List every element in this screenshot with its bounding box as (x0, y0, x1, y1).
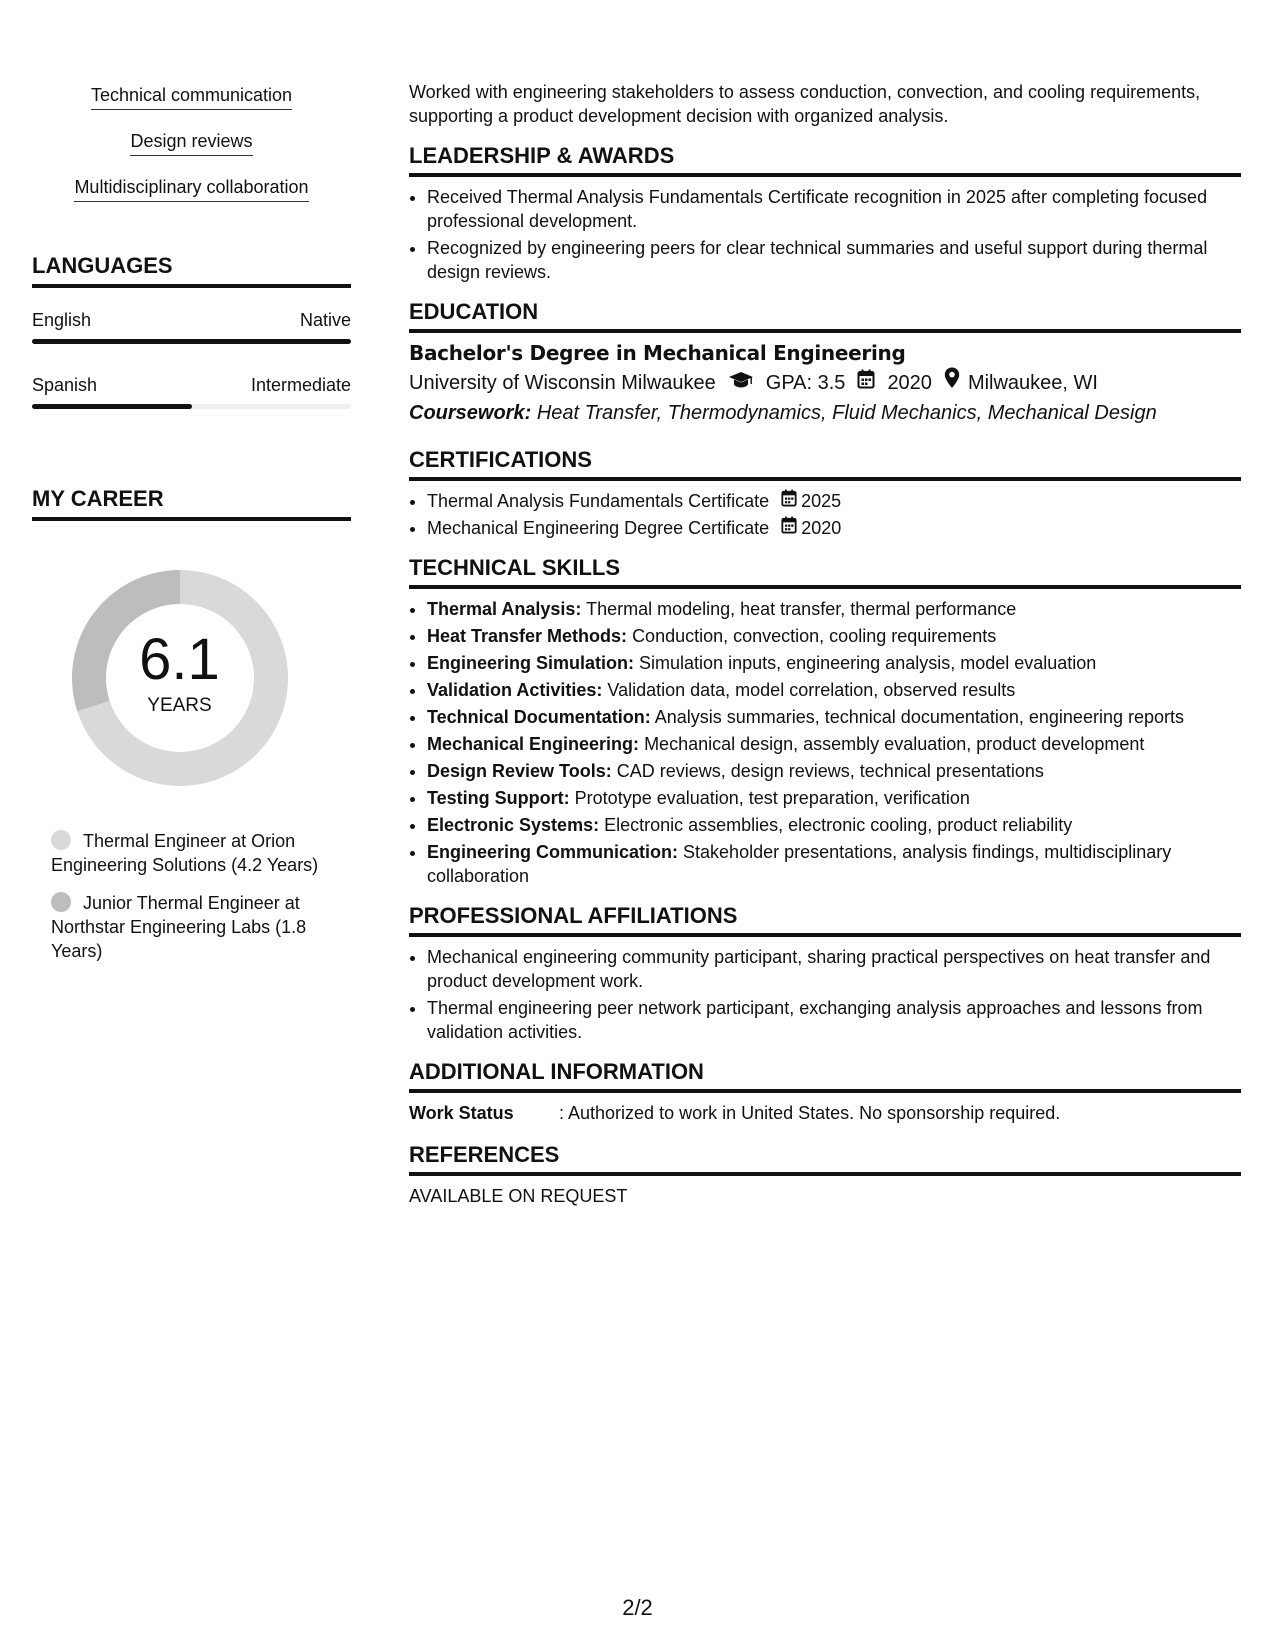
education-title: EDUCATION (409, 298, 1241, 333)
calendar-icon (857, 368, 875, 398)
language-bar-fill (32, 339, 351, 344)
list-item (427, 651, 1241, 675)
list-item (427, 516, 1241, 540)
calendar-icon (781, 516, 797, 540)
career-years-unit: YEARS (147, 695, 212, 716)
list-item (427, 813, 1241, 837)
skill-tag: Technical communication (91, 84, 292, 110)
language-bar (32, 339, 351, 344)
skill-label: Testing Support: (427, 788, 570, 808)
technical-skills-list (409, 597, 1241, 888)
education-coursework (409, 398, 1241, 428)
language-name: Spanish (32, 375, 98, 395)
career-legend-label: Thermal Engineer at Orion Engineering Solutions (4.2 Years) (51, 831, 319, 875)
career-donut-chart (65, 563, 295, 793)
skill-label: Mechanical Engineering: (427, 734, 640, 754)
list-item (427, 732, 1241, 756)
calendar-icon (781, 489, 797, 513)
additional-info-title: ADDITIONAL INFORMATION (409, 1058, 1241, 1093)
skill-label: Electronic Systems: (427, 815, 600, 835)
skill-label: Engineering Communication: (427, 842, 679, 862)
skill-text: Conduction, convection, cooling requirements (632, 626, 997, 646)
certification-name: • Thermal Analysis Fundamentals Certificate (427, 491, 770, 511)
certification-year: 2020 (801, 518, 842, 538)
list-item: • Received Thermal Analysis Fundamentals Certificate recognition in 2025 after completing focused professional development. (427, 185, 1241, 233)
list-item (427, 678, 1241, 702)
language-bar-fill (32, 404, 192, 409)
skill-label: Engineering Simulation: (427, 653, 635, 673)
list-item (427, 840, 1241, 888)
skill-tag: Multidisciplinary collaboration (74, 176, 308, 202)
education-location: Milwaukee, WI (967, 371, 1098, 394)
list-item (427, 786, 1241, 810)
skill-text: Electronic assemblies, electronic cooling, product reliability (604, 815, 1073, 835)
skill-tags (32, 84, 351, 222)
skill-tag: Design reviews (130, 130, 252, 156)
references-text: AVAILABLE ON REQUEST (409, 1186, 628, 1206)
skill-text: CAD reviews, design reviews, technical presentations (616, 761, 1044, 781)
list-item (427, 759, 1241, 783)
legend-dot-icon (51, 892, 71, 912)
certifications-list (409, 489, 1241, 540)
work-status-value: : Authorized to work in United States. No sponsorship required. (559, 1103, 1061, 1123)
technical-skills-title: TECHNICAL SKILLS (409, 554, 1241, 589)
work-status-row (409, 1101, 1241, 1125)
leadership-title: LEADERSHIP & AWARDS (409, 142, 1241, 177)
references-title: REFERENCES (409, 1141, 1241, 1176)
intro-text: Worked with engineering stakeholders to assess conduction, convection, and cooling requirements, supporting a product development decision with organized analysis. (409, 82, 1201, 126)
legend-dot-icon (51, 830, 71, 850)
education-school: University of Wisconsin Milwaukee (409, 371, 716, 394)
affiliations-title: PROFESSIONAL AFFILIATIONS (409, 902, 1241, 937)
career-legend-label: Junior Thermal Engineer at Northstar Engineering Labs (1.8 Years) (51, 893, 307, 961)
education-year: 2020 (887, 371, 932, 394)
certification-name: • Mechanical Engineering Degree Certificate (427, 518, 770, 538)
skill-text: Mechanical design, assembly evaluation, product development (644, 734, 1145, 754)
coursework-label: Coursework: (409, 402, 532, 424)
skill-text: Stakeholder presentations, analysis findings, multidisciplinary collaboration (427, 842, 1172, 886)
list-item: • Mechanical engineering community participant, sharing practical perspectives on heat transfer and product development work. (427, 945, 1241, 993)
career-legend-item (51, 829, 321, 877)
education-entry (409, 339, 1241, 428)
language-level: Intermediate (250, 375, 351, 395)
language-item (32, 374, 351, 409)
language-item (32, 309, 351, 344)
list-item (427, 624, 1241, 648)
skill-text: Simulation inputs, engineering analysis, model evaluation (639, 653, 1097, 673)
list-item: • Recognized by engineering peers for clear technical summaries and useful support during thermal design reviews. (427, 236, 1241, 284)
certifications-title: CERTIFICATIONS (409, 446, 1241, 481)
affiliations-list (409, 945, 1241, 1044)
list-item (427, 489, 1241, 513)
career-legend (32, 829, 351, 963)
skill-text: Prototype evaluation, test preparation, verification (574, 788, 970, 808)
career-total-years: 6.1 (139, 627, 220, 692)
skill-text: Thermal modeling, heat transfer, thermal performance (586, 599, 1017, 619)
graduation-cap-icon (728, 368, 754, 398)
list-item (427, 705, 1241, 729)
leadership-list (409, 185, 1241, 284)
skill-label: Technical Documentation: (427, 707, 651, 727)
coursework-text: Heat Transfer, Thermodynamics, Fluid Mechanics, Mechanical Design (536, 402, 1157, 424)
list-item (427, 597, 1241, 621)
language-name: English (32, 310, 92, 330)
languages-heading: LANGUAGES (32, 252, 351, 288)
education-degree: Bachelor's Degree in Mechanical Engineering (409, 341, 906, 365)
skill-label: Validation Activities: (427, 680, 603, 700)
work-status-key: Work Status (409, 1103, 514, 1123)
education-meta (409, 367, 1241, 398)
skill-label: Design Review Tools: (427, 761, 612, 781)
page-number: 2/2 (622, 1595, 653, 1620)
right-column (409, 80, 1241, 1208)
language-level: Native (299, 310, 351, 330)
certification-year: 2025 (801, 491, 842, 511)
skill-text: Validation data, model correlation, observed results (607, 680, 1016, 700)
language-bar (32, 404, 351, 409)
career-heading: MY CAREER (32, 485, 351, 521)
education-gpa: GPA: 3.5 (765, 371, 846, 394)
skill-label: Heat Transfer Methods: (427, 626, 628, 646)
skill-label: Thermal Analysis: (427, 599, 582, 619)
left-column (32, 84, 351, 977)
career-legend-item (51, 891, 321, 963)
list-item: • Thermal engineering peer network participant, exchanging analysis approaches and lessons from validation activities. (427, 996, 1241, 1044)
location-pin-icon (944, 367, 960, 398)
skill-text: Analysis summaries, technical documentation, engineering reports (654, 707, 1184, 727)
